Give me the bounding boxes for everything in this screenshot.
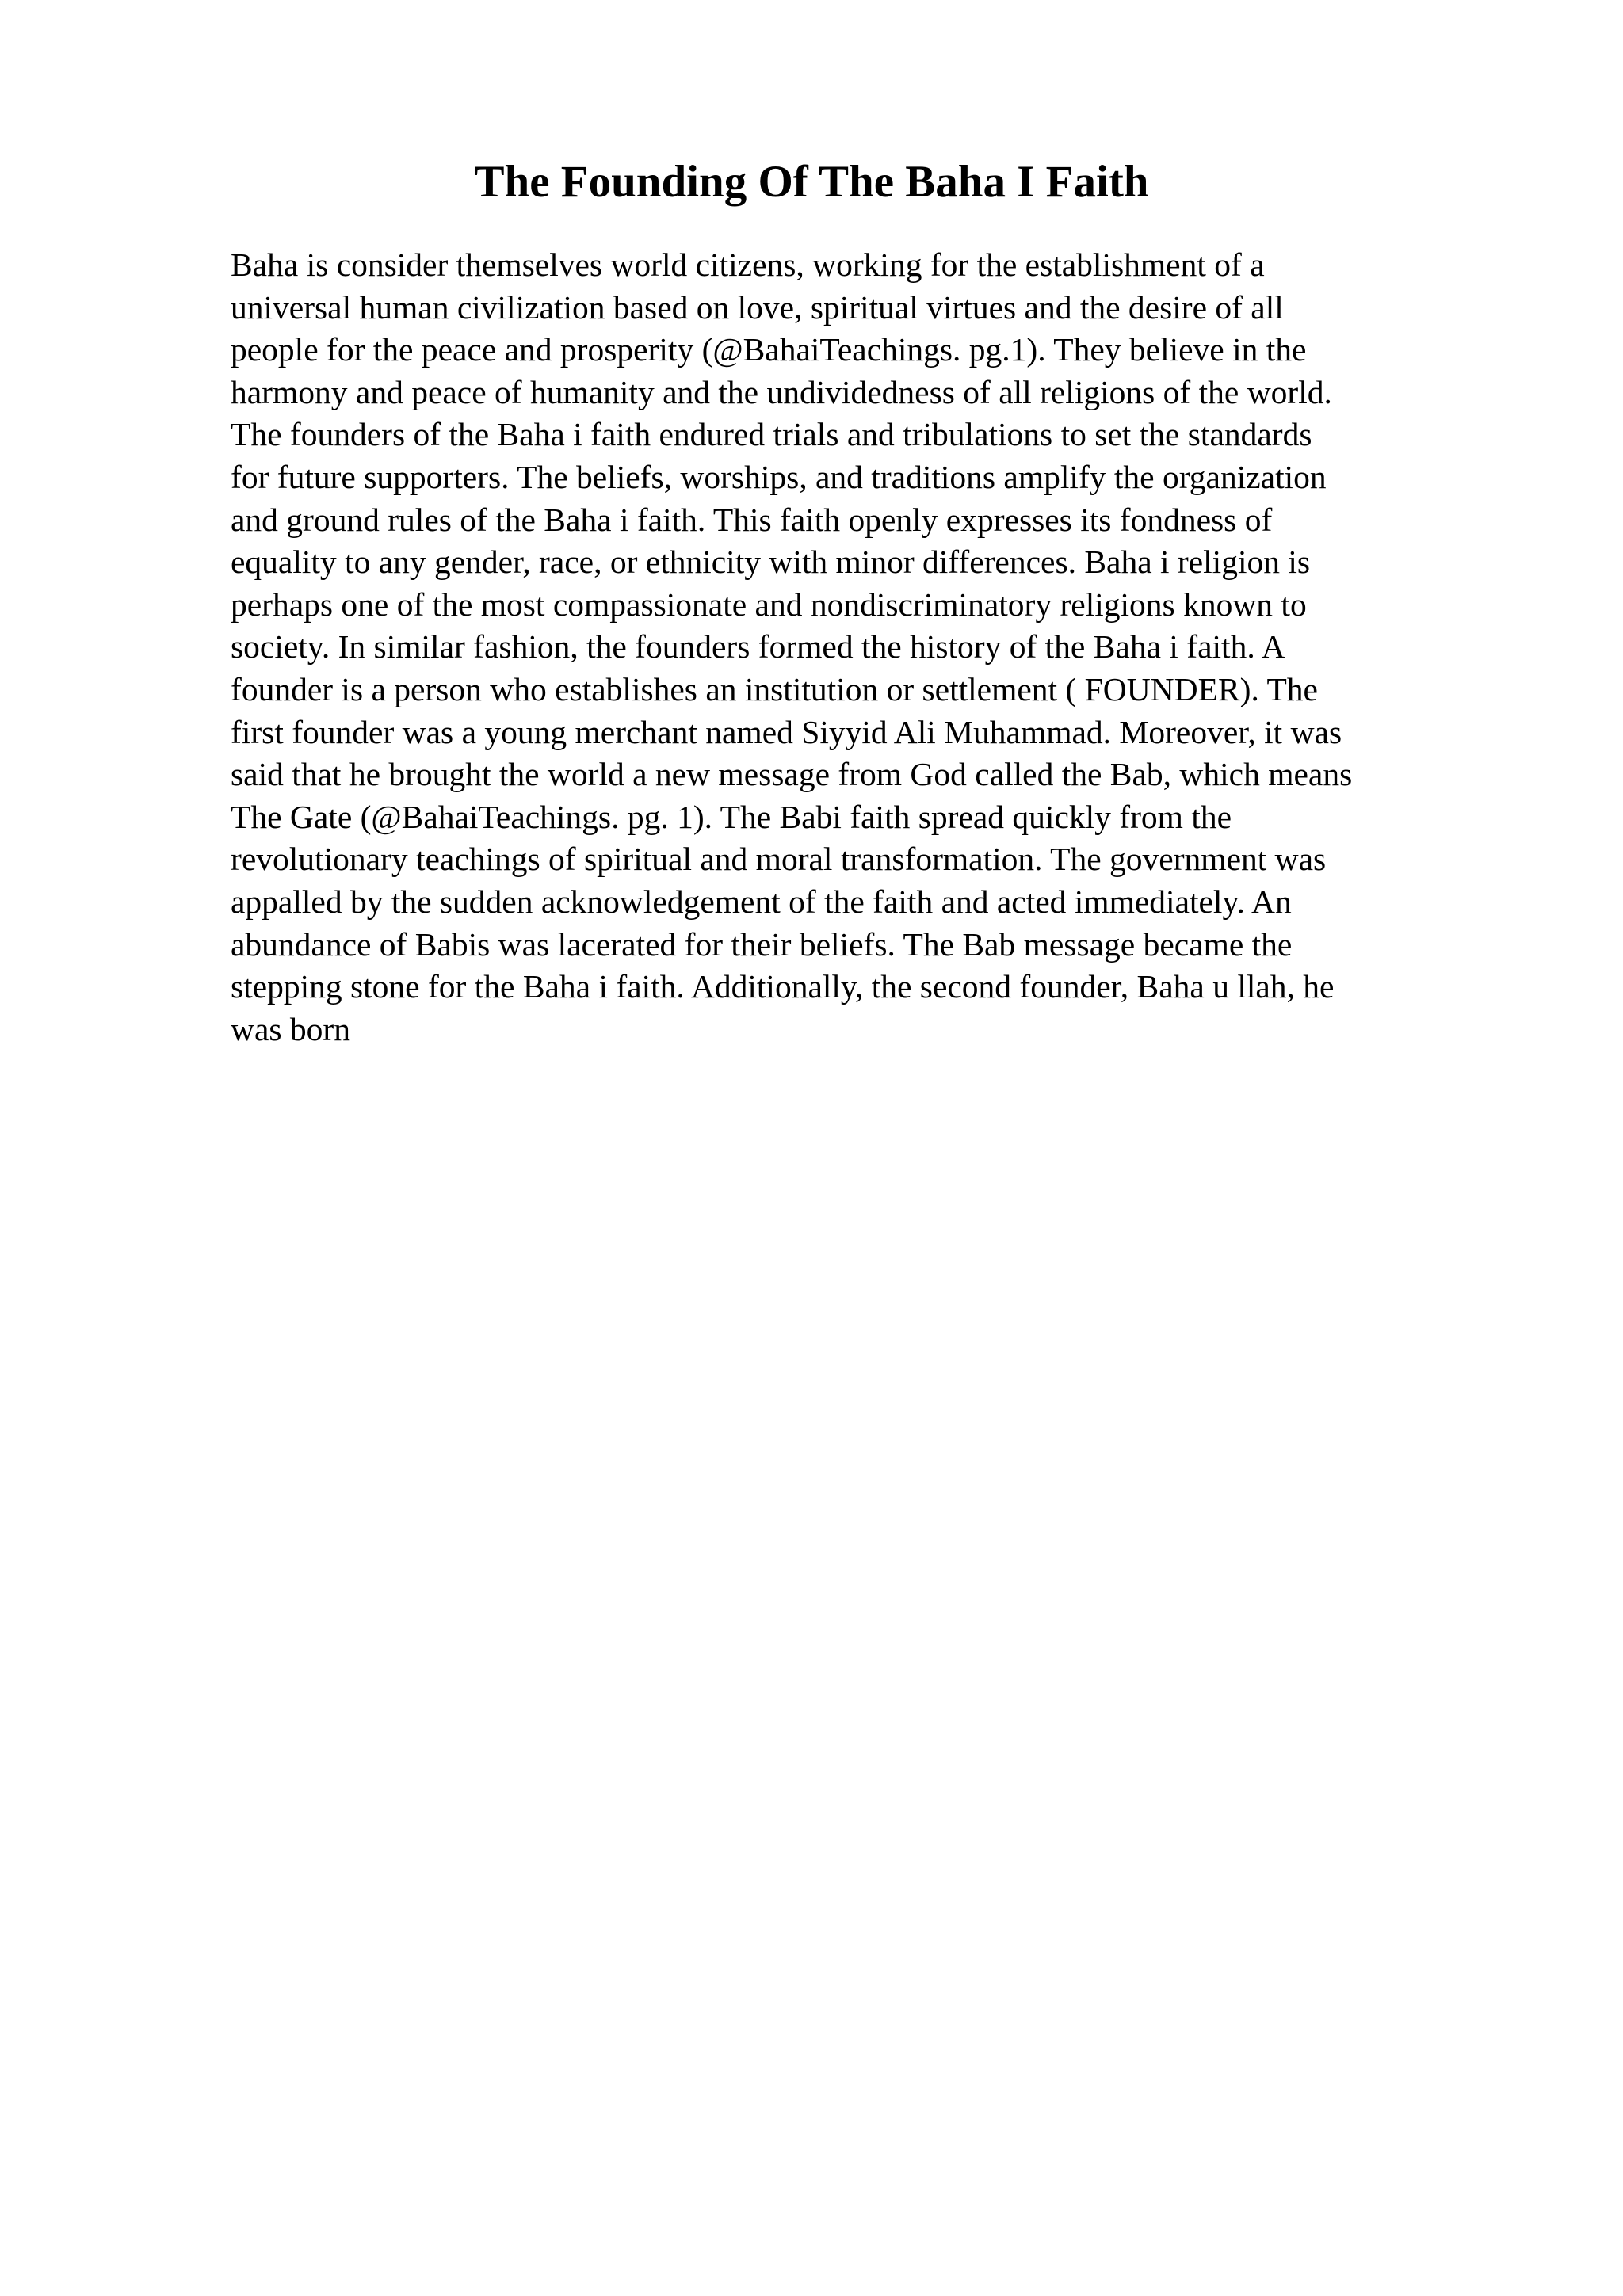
body-line: stepping stone for the Baha i faith. Additionally, the second founder, Baha u llah, he xyxy=(231,968,1335,1005)
body-line: society. In similar fashion, the founders formed the history of the Baha i faith. A xyxy=(231,628,1285,666)
body-line: harmony and peace of humanity and the undividedness of all religions of the world. xyxy=(231,373,1332,410)
body-line: universal human civilization based on love, spiritual virtues and the desire of all xyxy=(231,288,1284,326)
body-line: appalled by the sudden acknowledgement of the faith and acted immediately. An xyxy=(231,883,1292,920)
body-paragraph xyxy=(231,244,1514,1051)
body-line: said that he brought the world a new message from God called the Bab, which means xyxy=(231,756,1353,793)
body-line: and ground rules of the Baha i faith. This faith openly expresses its fondness of xyxy=(231,501,1273,538)
body-line: abundance of Babis was lacerated for their beliefs. The Bab message became the xyxy=(231,925,1293,963)
body-line: perhaps one of the most compassionate and nondiscriminatory religions known to xyxy=(231,585,1307,623)
body-line: founder is a person who establishes an institution or settlement ( FOUNDER). The xyxy=(231,670,1318,707)
body-line: was born xyxy=(231,1010,350,1047)
document-title: The Founding Of The Baha I Faith xyxy=(474,157,1149,207)
body-line: Baha is consider themselves world citizens, working for the establishment of a xyxy=(231,246,1265,283)
body-line: The founders of the Baha i faith endured trials and tribulations to set the standards xyxy=(231,416,1312,453)
body-line: The Gate (@BahaiTeachings. pg. 1). The Babi faith spread quickly from the xyxy=(231,798,1232,835)
body-line: first founder was a young merchant named Siyyid Ali Muhammad. Moreover, it was xyxy=(231,713,1342,750)
body-line: for future supporters. The beliefs, worships, and traditions amplify the organization xyxy=(231,458,1327,495)
body-line: revolutionary teachings of spiritual and moral transformation. The government was xyxy=(231,841,1327,878)
body-line: people for the peace and prosperity (@BahaiTeachings. pg.1). They believe in the xyxy=(231,331,1307,368)
body-line: equality to any gender, race, or ethnicity with minor differences. Baha i religion is xyxy=(231,543,1311,581)
